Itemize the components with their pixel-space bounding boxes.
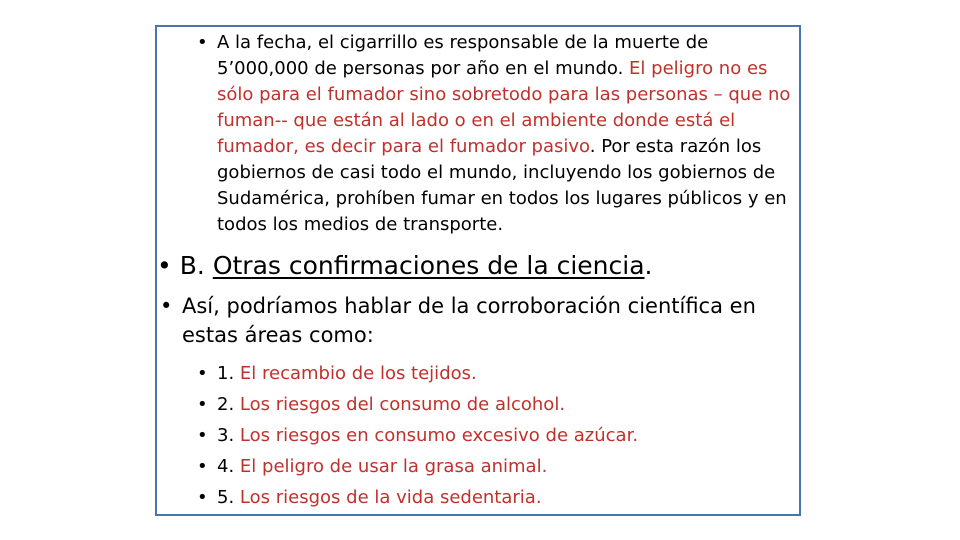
- list-item: [197, 358, 797, 389]
- list-item-text: Los riesgos del consumo de alcohol.: [239, 394, 566, 415]
- heading-prefix: B.: [179, 251, 205, 280]
- list-item: [197, 420, 797, 451]
- heading-suffix: .: [644, 251, 653, 280]
- paragraph-part-2-highlight: El peligro no es sólo para el fumador sino sobretodo para las personas – que no fuman-- que están al lado o en el ambiente donde está el fumador, es decir para el fumador pasivo: [217, 58, 791, 157]
- bullet-icon: •: [197, 425, 208, 446]
- bullet-icon: •: [197, 394, 208, 415]
- heading-title: Otras confirmaciones de la ciencia: [212, 251, 645, 280]
- list-item-text: El peligro de usar la grasa animal.: [239, 456, 548, 477]
- list-item-number: 1.: [217, 363, 235, 384]
- paragraph-text: [217, 30, 797, 238]
- list-item: [197, 389, 797, 420]
- bullet-icon: •: [157, 251, 172, 280]
- list-item-number: 3.: [217, 425, 235, 446]
- paragraph-part-1: A la fecha, el cigarrillo es responsable de la muerte de 5’000,000 de personas por año en el mundo.: [217, 32, 709, 79]
- intro-text: Así, podríamos hablar de la corroboración científica en estas áreas como:: [182, 294, 756, 347]
- list-item: [197, 482, 797, 513]
- bullet-icon: •: [160, 294, 173, 318]
- list-item-number: 2.: [217, 394, 235, 415]
- list-item-text: Los riesgos de la vida sedentaria.: [239, 487, 542, 508]
- bullet-icon: •: [197, 456, 208, 477]
- bullet-icon: •: [197, 32, 208, 53]
- intro-paragraph: [160, 292, 790, 350]
- bullet-icon: •: [197, 487, 208, 508]
- bullet-icon: •: [197, 363, 208, 384]
- areas-list: [197, 358, 797, 513]
- list-item-text: El recambio de los tejidos.: [239, 363, 477, 384]
- list-item-text: Los riesgos en consumo excesivo de azúcar.: [239, 425, 639, 446]
- section-heading-b: [157, 249, 777, 283]
- list-item-number: 4.: [217, 456, 235, 477]
- list-item: [197, 451, 797, 482]
- cigarette-paragraph: [197, 30, 797, 238]
- list-item-number: 5.: [217, 487, 235, 508]
- paragraph-part-3: . Por esta razón los gobiernos de casi todo el mundo, incluyendo los gobiernos de Sudamérica, prohíben fumar en todos los lugares públicos y en todos los medios de transporte.: [217, 136, 787, 235]
